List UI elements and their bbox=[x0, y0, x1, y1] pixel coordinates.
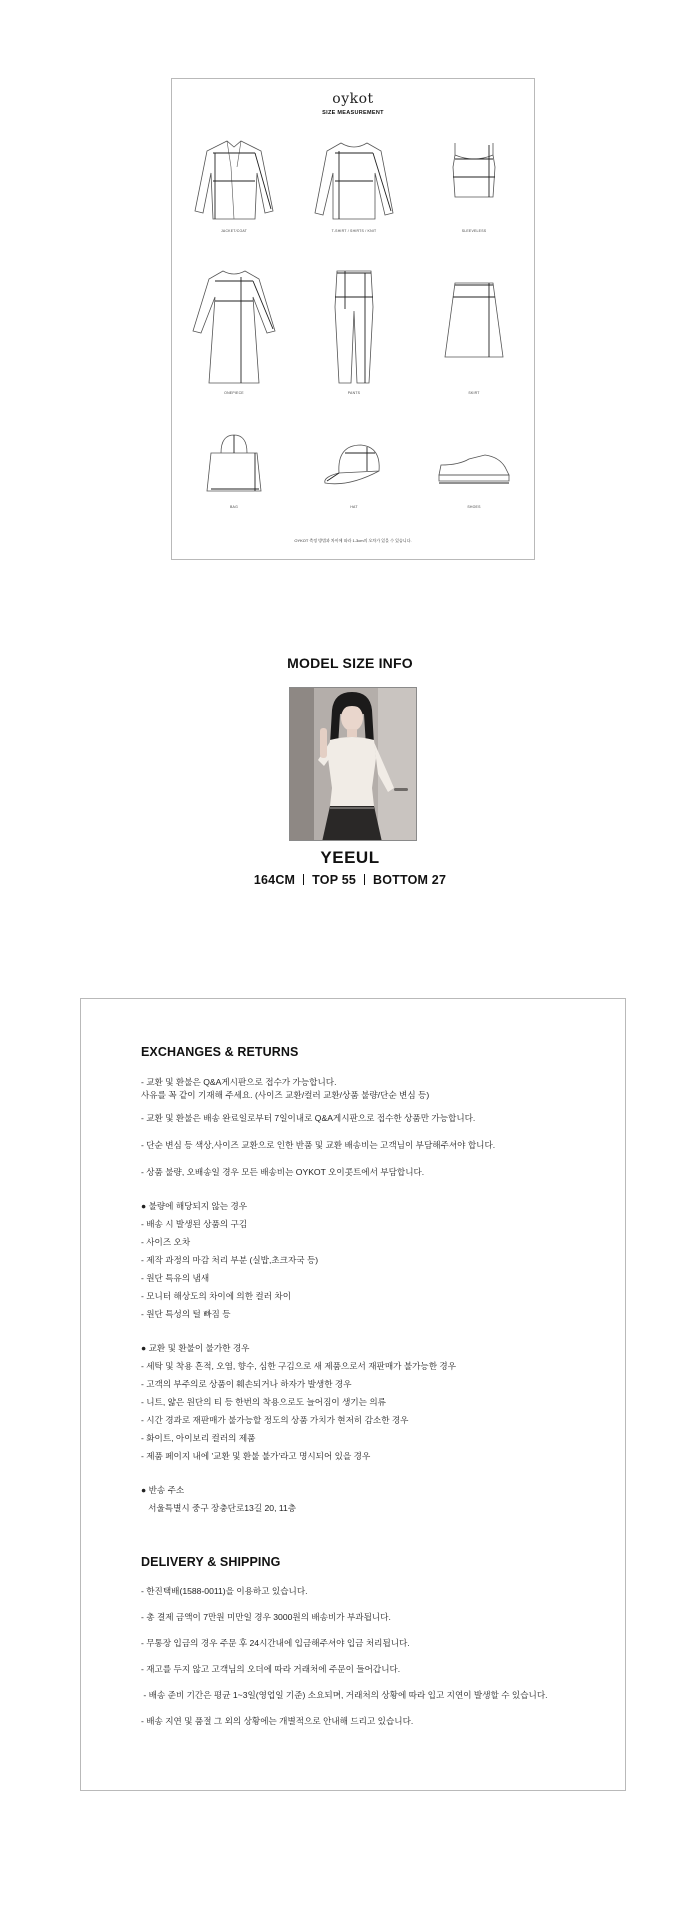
divider bbox=[364, 874, 365, 885]
garment-shirt bbox=[304, 137, 404, 233]
garment-shoes bbox=[424, 431, 524, 509]
skirt-icon bbox=[429, 267, 519, 387]
sleeveless-icon bbox=[429, 137, 519, 225]
garment-label: SLEEVELESS bbox=[461, 229, 487, 233]
delivery-title: DELIVERY & SHIPPING bbox=[141, 1555, 281, 1569]
model-size-heading: MODEL SIZE INFO bbox=[287, 655, 413, 671]
dress-icon bbox=[189, 267, 279, 387]
hat-icon bbox=[309, 431, 399, 501]
garment-sleeveless bbox=[424, 137, 524, 233]
garment-label: SHOES bbox=[467, 505, 481, 509]
policy-line: - 단순 변심 등 색상,사이즈 교환으로 인한 반품 및 교환 배송비는 고객님이 부담해주셔야 합니다. bbox=[141, 1140, 496, 1150]
bag-icon bbox=[189, 431, 279, 501]
shirt-icon bbox=[309, 137, 399, 225]
garment-label: HAT bbox=[350, 505, 358, 509]
policy-line: ● 반송 주소 bbox=[141, 1485, 185, 1495]
policy-line: - 원단 특성의 털 빠짐 등 bbox=[141, 1309, 231, 1319]
policy-line: - 사이즈 오차 bbox=[141, 1237, 191, 1247]
garment-label: PANTS bbox=[347, 391, 361, 395]
policy-line: ● 불량에 해당되지 않는 경우 bbox=[141, 1201, 248, 1211]
policy-line: - 원단 특유의 냄새 bbox=[141, 1273, 210, 1283]
delivery-line: - 배송 준비 기간은 평균 1~3일(영업일 기준) 소요되며, 거래처의 상황에 따라 입고 지연이 발생할 수 있습니다. bbox=[141, 1690, 548, 1700]
policy-line: - 시간 경과로 재판매가 불가능할 정도의 상품 가치가 현저히 감소한 경우 bbox=[141, 1415, 409, 1425]
exchanges-title: EXCHANGES & RETURNS bbox=[141, 1045, 299, 1059]
garment-label: T-SHIRT / SHIRTS / KNIT bbox=[331, 229, 377, 233]
policy-line: - 교환 및 환불은 배송 완료일로부터 7일이내로 Q&A게시판으로 접수한 상품만 가능합니다. bbox=[141, 1113, 476, 1123]
garment-onepiece bbox=[184, 267, 284, 395]
policy-line: 사유를 꼭 같이 기재해 주세요. (사이즈 교환/컬러 교환/상품 불량/단순 변심 등) bbox=[141, 1090, 430, 1100]
model-stats bbox=[0, 873, 700, 887]
policy-line: - 교환 및 환불은 Q&A게시판으로 접수가 가능합니다. bbox=[141, 1077, 337, 1087]
delivery-line: - 무통장 입금의 경우 주문 후 24시간내에 입금해주셔야 입금 처리됩니다. bbox=[141, 1638, 410, 1648]
garment-skirt bbox=[424, 267, 524, 395]
policy-line: - 배송 시 발생된 상품의 구김 bbox=[141, 1219, 248, 1229]
measurement-note: OYKOT 측정 방법과 차이에 따라 1-3cm의 오차가 있을 수 있습니다. bbox=[294, 538, 412, 543]
policy-line: - 세탁 및 착용 흔적, 오염, 향수, 심한 구김으로 새 제품으로서 재판매가 불가능한 경우 bbox=[141, 1361, 457, 1371]
size-measurement-chart bbox=[171, 78, 535, 560]
policy-line: - 모니터 해상도의 차이에 의한 컬러 차이 bbox=[141, 1291, 292, 1301]
model-photo bbox=[289, 687, 417, 841]
garment-pants bbox=[304, 267, 404, 395]
jacket-icon bbox=[189, 137, 279, 225]
size-sheet-title: SIZE MEASUREMENT bbox=[322, 110, 384, 116]
model-bottom-size: BOTTOM 27 bbox=[373, 873, 447, 887]
divider bbox=[303, 874, 304, 885]
delivery-line: - 한진택배(1588-0011)을 이용하고 있습니다. bbox=[141, 1586, 308, 1596]
garment-label: JACKET/COAT bbox=[220, 229, 248, 233]
policy-line: - 제작 과정의 마감 처리 부분 (실밥,초크자국 등) bbox=[141, 1255, 319, 1265]
policy-box bbox=[80, 998, 626, 1791]
model-illustration bbox=[290, 688, 417, 841]
policy-line: - 제품 페이지 내에 '교환 및 환불 불가'라고 명시되어 있을 경우 bbox=[141, 1451, 371, 1461]
garment-bag bbox=[184, 431, 284, 509]
delivery-line: - 총 결제 금액이 7만원 미만일 경우 3000원의 배송비가 부과됩니다. bbox=[141, 1612, 391, 1622]
garment-label: SKIRT bbox=[468, 391, 480, 395]
delivery-line: - 배송 지연 및 품절 그 외의 상황에는 개별적으로 안내해 드리고 있습니다. bbox=[141, 1716, 414, 1726]
policy-line: ● 교환 및 환불이 불가한 경우 bbox=[141, 1343, 250, 1353]
garment-label: BAG bbox=[230, 505, 238, 509]
brand-logo: oykot bbox=[332, 91, 374, 107]
policy-line: - 고객의 부주의로 상품이 훼손되거나 하자가 발생한 경우 bbox=[141, 1379, 352, 1389]
return-address: 서울특별시 중구 장충단로13길 20, 11층 bbox=[141, 1503, 297, 1513]
policy-line: - 화이트, 아이보리 컬러의 제품 bbox=[141, 1433, 256, 1443]
model-top-size: TOP 55 bbox=[312, 873, 356, 887]
model-height: 164CM bbox=[253, 873, 296, 887]
delivery-line: - 재고를 두지 않고 고객님의 오더에 따라 거래처에 주문이 들어갑니다. bbox=[141, 1664, 401, 1674]
pants-icon bbox=[309, 267, 399, 387]
shoes-icon bbox=[429, 431, 519, 501]
garment-hat bbox=[304, 431, 404, 509]
garment-jacket bbox=[184, 137, 284, 233]
policy-line: - 상품 불량, 오배송일 경우 모든 배송비는 OYKOT 오이콧트에서 부담합니다. bbox=[141, 1167, 425, 1177]
garment-label: ONEPIECE bbox=[224, 391, 244, 395]
policy-line: - 니트, 얇은 원단의 티 등 한번의 착용으로도 늘어짐이 생기는 의류 bbox=[141, 1397, 386, 1407]
model-name: YEEUL bbox=[320, 848, 380, 867]
